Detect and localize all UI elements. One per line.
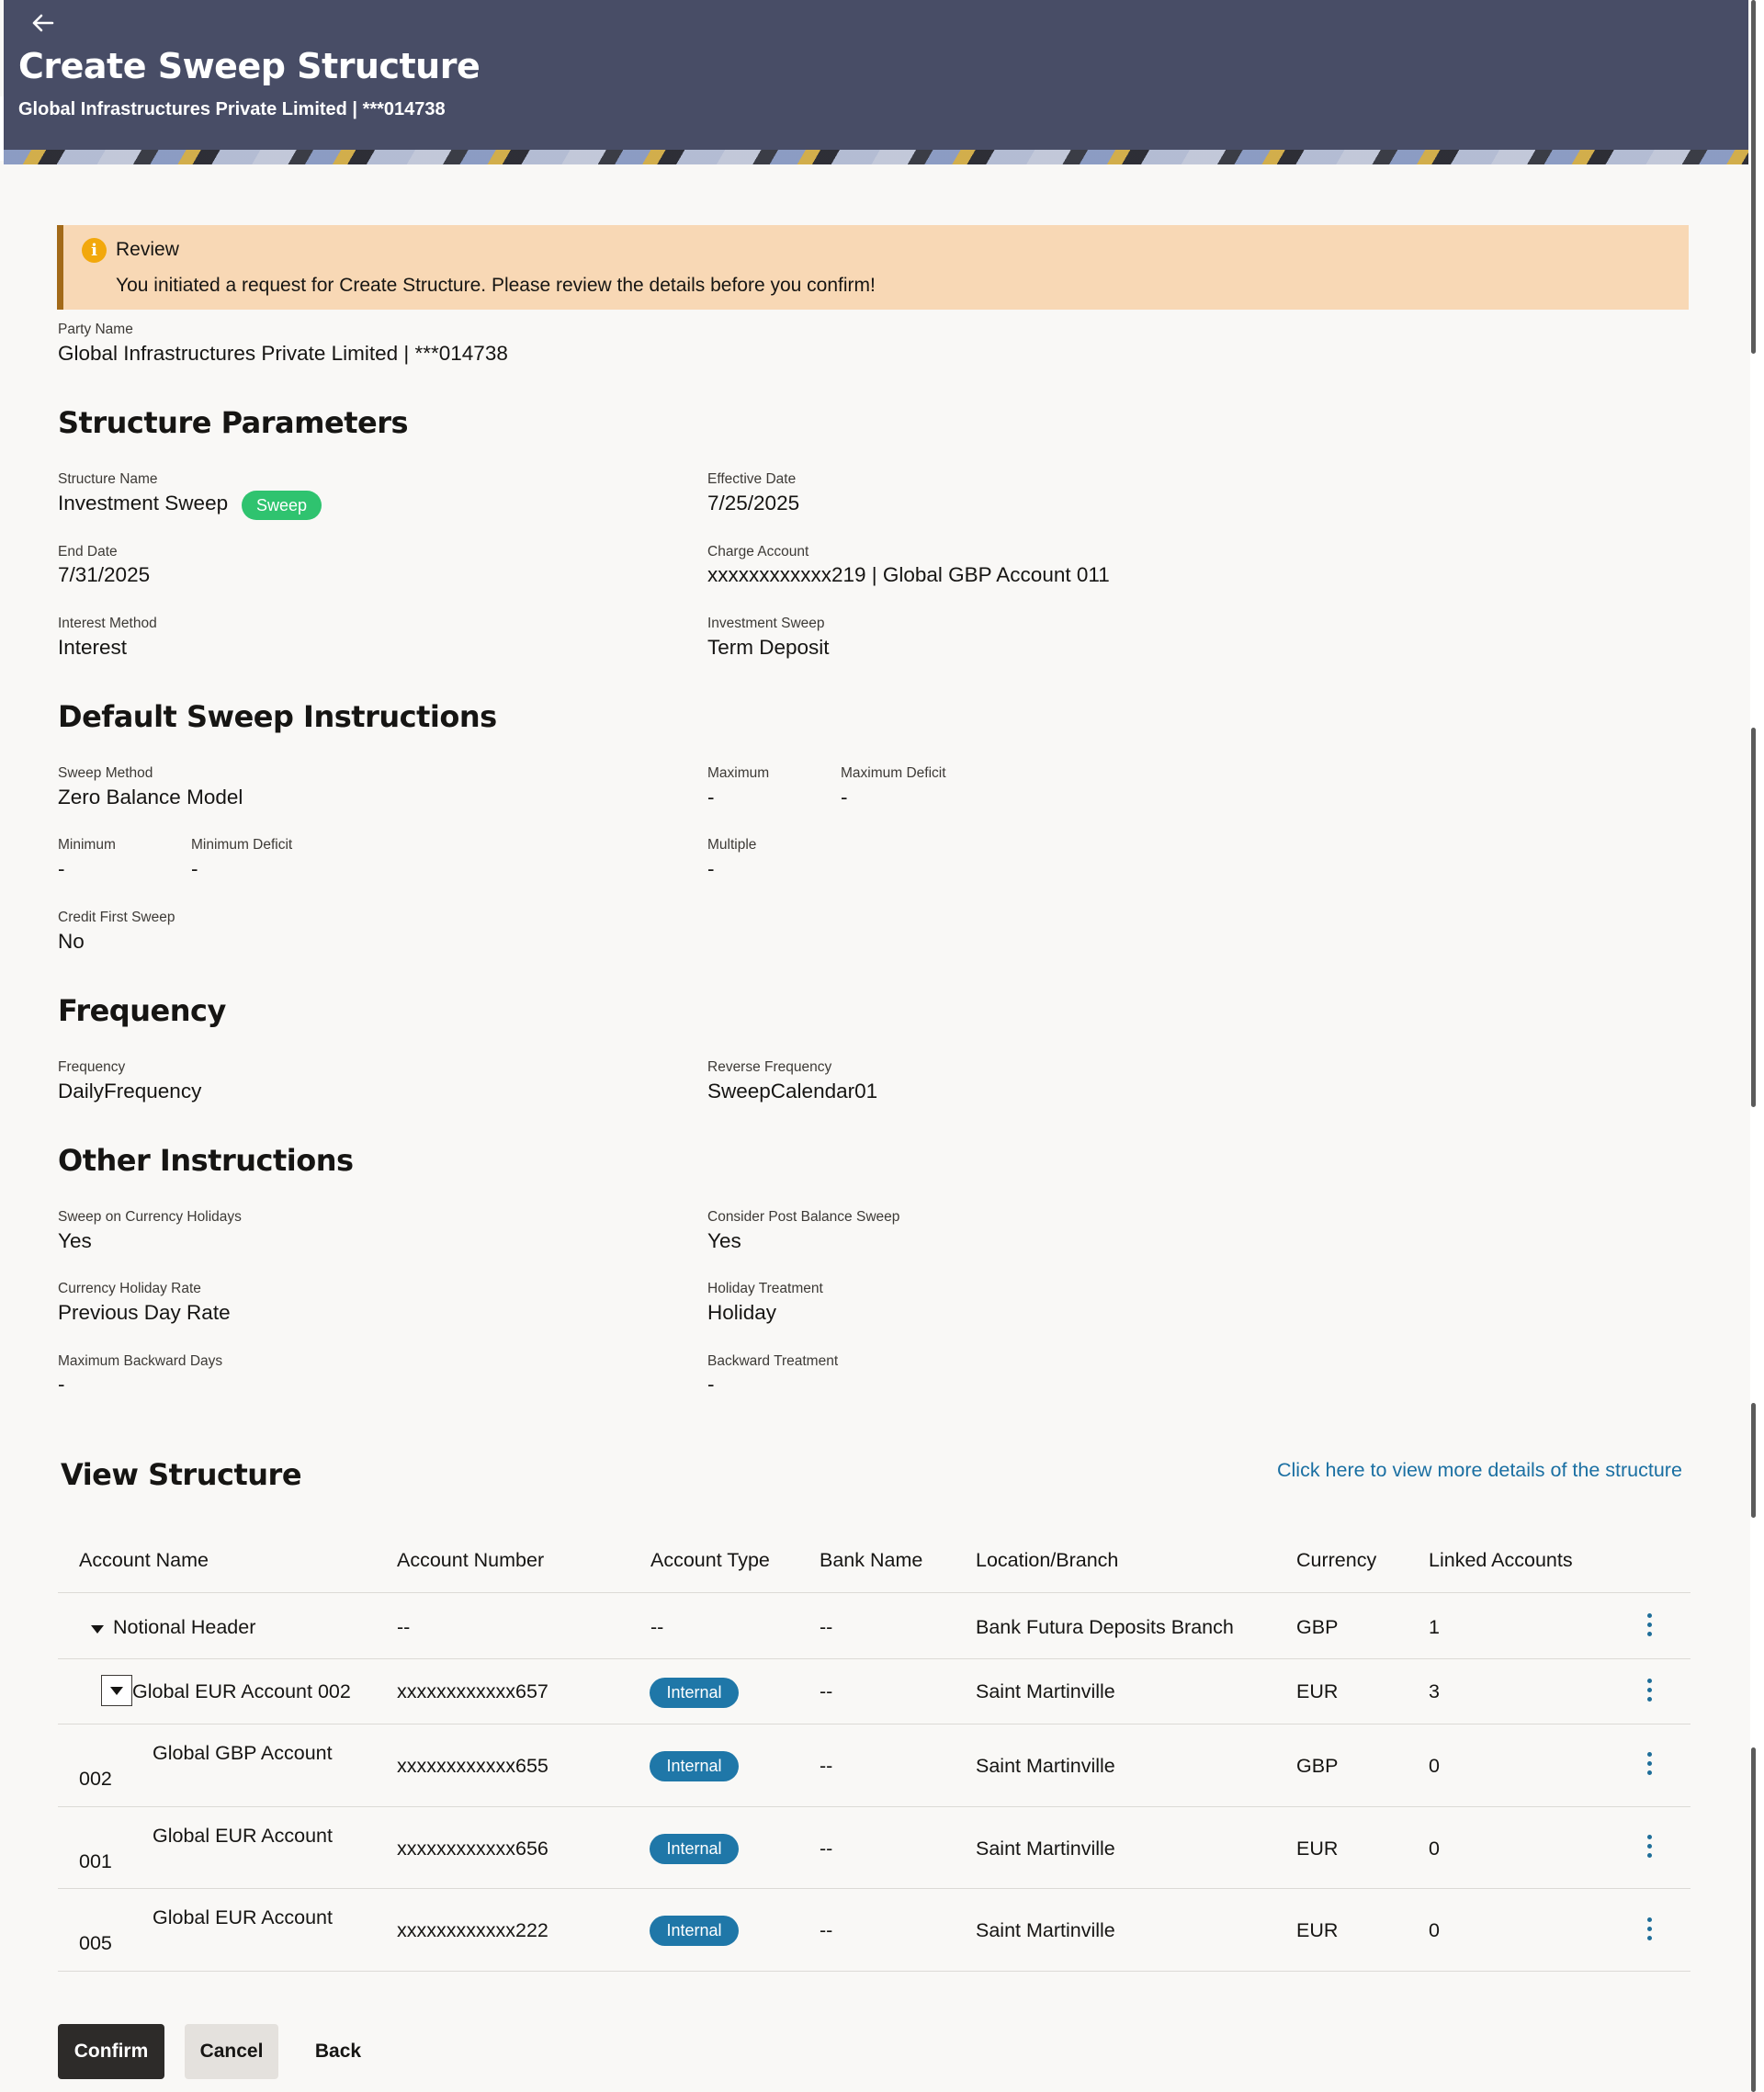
account-number: -- [397,1616,411,1638]
effective-date-label: Effective Date [707,471,797,487]
maximum-deficit-value: - [841,786,848,809]
section-frequency: Frequency [58,993,226,1028]
caret-down-icon[interactable] [101,1675,132,1706]
account-type-badge: Internal [650,1751,739,1781]
structure-name-value: Investment Sweep [58,492,229,515]
reverse-frequency-label: Reverse Frequency [707,1059,832,1075]
minimum-deficit-label: Minimum Deficit [191,837,293,853]
page-title: Create Sweep Structure [18,46,481,86]
kebab-icon[interactable] [1638,1829,1660,1862]
location-branch: Saint Martinville [976,1680,1115,1702]
minimum-label: Minimum [58,837,116,853]
back-arrow-icon[interactable] [29,9,57,37]
table-divider [58,1888,1690,1889]
col-account-type[interactable]: Account Type [650,1549,770,1571]
alert-message: You initiated a request for Create Structure. Please review the details before you confirm! [116,275,876,296]
account-number: xxxxxxxxxxxx655 [397,1755,548,1777]
location-branch: Bank Futura Deposits Branch [976,1616,1234,1638]
header-banner-image [4,150,1748,164]
table-divider [58,1658,1690,1659]
col-currency[interactable]: Currency [1296,1549,1377,1571]
location-branch: Saint Martinville [976,1755,1115,1777]
page-header [4,0,1748,164]
table-divider [58,1592,1690,1593]
bank-name: -- [820,1755,833,1777]
caret-down-icon[interactable] [88,1620,107,1638]
section-default-sweep: Default Sweep Instructions [58,699,497,734]
interest-method-label: Interest Method [58,616,157,631]
investment-sweep-value: Term Deposit [707,636,830,659]
currency-holidays-value: Yes [58,1229,92,1252]
table-divider [58,1971,1690,1972]
holiday-rate-value: Previous Day Rate [58,1301,231,1324]
scrollbar-thumb[interactable] [1751,1747,1756,2092]
holiday-rate-label: Currency Holiday Rate [58,1281,201,1296]
account-number: xxxxxxxxxxxx656 [397,1838,548,1860]
account-name: Global EUR Account [153,1825,333,1847]
linked-accounts: 0 [1429,1755,1440,1777]
section-other-instructions: Other Instructions [58,1143,354,1178]
account-name-suffix: 001 [79,1850,112,1872]
credit-first-sweep-label: Credit First Sweep [58,910,175,925]
account-type-badge: Internal [650,1678,739,1708]
col-location-branch[interactable]: Location/Branch [976,1549,1119,1571]
kebab-icon[interactable] [1638,1608,1660,1641]
table-divider [58,1806,1690,1807]
section-structure-parameters: Structure Parameters [58,405,409,440]
post-balance-value: Yes [707,1229,741,1252]
location-branch: Saint Martinville [976,1838,1115,1860]
confirm-button[interactable]: Confirm [58,2024,164,2079]
view-more-details-link[interactable]: Click here to view more details of the structure [1277,1459,1682,1481]
scrollbar-thumb[interactable] [1751,728,1756,1107]
kebab-icon[interactable] [1638,1747,1660,1780]
linked-accounts: 3 [1429,1680,1440,1702]
header-accent [0,96,4,161]
account-name: Notional Header [113,1616,256,1638]
account-name-suffix: 005 [79,1932,112,1954]
alert-title: Review [116,239,179,260]
scrollbar-thumb[interactable] [1751,1403,1756,1518]
holiday-treatment-label: Holiday Treatment [707,1281,823,1296]
location-branch: Saint Martinville [976,1919,1115,1941]
currency-holidays-label: Sweep on Currency Holidays [58,1209,242,1225]
credit-first-sweep-value: No [58,930,85,953]
frequency-label: Frequency [58,1059,126,1075]
col-linked-accounts[interactable]: Linked Accounts [1429,1549,1573,1571]
multiple-value: - [707,857,715,880]
investment-sweep-label: Investment Sweep [707,616,825,631]
account-type-badge: Internal [650,1834,739,1864]
account-name: Global GBP Account [153,1742,333,1764]
currency: GBP [1296,1616,1339,1638]
post-balance-label: Consider Post Balance Sweep [707,1209,900,1225]
reverse-frequency-value: SweepCalendar01 [707,1080,878,1103]
kebab-icon[interactable] [1638,1673,1660,1706]
end-date-value: 7/31/2025 [58,563,151,586]
minimum-value: - [58,857,65,880]
col-account-number[interactable]: Account Number [397,1549,545,1571]
minimum-deficit-value: - [191,857,198,880]
cancel-button[interactable]: Cancel [185,2024,278,2079]
account-type: -- [650,1616,664,1638]
col-bank-name[interactable]: Bank Name [820,1549,923,1571]
currency: EUR [1296,1838,1339,1860]
account-name-suffix: 002 [79,1768,112,1790]
multiple-label: Multiple [707,837,757,853]
backward-treatment-value: - [707,1373,715,1396]
info-icon: i [82,238,107,263]
maximum-label: Maximum [707,765,770,781]
linked-accounts: 0 [1429,1838,1440,1860]
maximum-deficit-label: Maximum Deficit [841,765,946,781]
structure-name-label: Structure Name [58,471,158,487]
end-date-label: End Date [58,544,118,560]
linked-accounts: 0 [1429,1919,1440,1941]
max-backward-days-value: - [58,1373,65,1396]
bank-name: -- [820,1680,833,1702]
charge-account-value: xxxxxxxxxxxx219 | Global GBP Account 011 [707,563,1110,586]
currency: EUR [1296,1919,1339,1941]
account-type-badge: Internal [650,1916,739,1946]
charge-account-label: Charge Account [707,544,809,560]
back-button[interactable]: Back [314,2041,362,2062]
currency: GBP [1296,1755,1339,1777]
col-account-name[interactable]: Account Name [79,1549,209,1571]
holiday-treatment-value: Holiday [707,1301,777,1324]
sweep-badge: Sweep [242,491,322,520]
party-name-value: Global Infrastructures Private Limited | ***014738 [58,342,508,365]
maximum-value: - [707,786,715,809]
linked-accounts: 1 [1429,1616,1440,1638]
sweep-method-value: Zero Balance Model [58,786,243,809]
bank-name: -- [820,1616,833,1638]
frequency-value: DailyFrequency [58,1080,202,1103]
account-name: Global EUR Account [153,1906,333,1928]
account-number: xxxxxxxxxxxx657 [397,1680,548,1702]
account-name: Global EUR Account 002 [132,1680,351,1702]
currency: EUR [1296,1680,1339,1702]
account-number: xxxxxxxxxxxx222 [397,1919,548,1941]
section-view-structure: View Structure [61,1457,302,1492]
bank-name: -- [820,1919,833,1941]
kebab-icon[interactable] [1638,1912,1660,1945]
max-backward-days-label: Maximum Backward Days [58,1353,223,1369]
interest-method-value: Interest [58,636,128,659]
bank-name: -- [820,1838,833,1860]
backward-treatment-label: Backward Treatment [707,1353,839,1369]
effective-date-value: 7/25/2025 [707,492,800,515]
review-alert [57,225,1689,310]
page-subtitle: Global Infrastructures Private Limited | ***014738 [18,99,446,119]
scrollbar-thumb[interactable] [1751,0,1756,354]
party-name-label: Party Name [58,322,133,337]
sweep-method-label: Sweep Method [58,765,153,781]
